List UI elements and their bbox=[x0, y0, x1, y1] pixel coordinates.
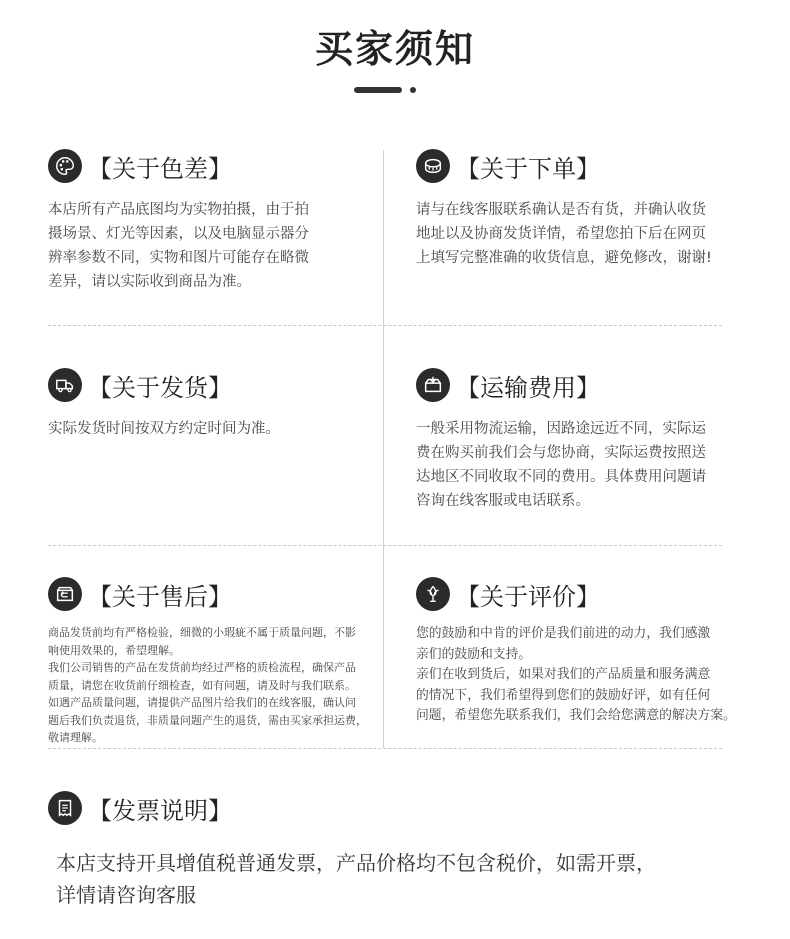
section-body: 请与在线客服联系确认是否有货，并确认收货 地址以及协商发货详情，希望您拍下后在网页 上填写完整准确的收货信息，避免修改，谢谢! bbox=[416, 202, 712, 266]
row-divider-2 bbox=[48, 545, 722, 546]
section-body: 一般采用物流运输，因路途远近不同，实际运 费在购买前我们会与您协商，实际运费按照送 达地区不同收取不同的费用。具体费用问题请 咨询在线客服或电话联系。 bbox=[416, 421, 706, 509]
title-underline bbox=[354, 87, 402, 93]
row-divider-3 bbox=[48, 748, 722, 749]
invoice-body: 本店支持开具增值税普通发票，产品价格均不包含税价，如需开票， 详情请咨询客服 bbox=[56, 851, 656, 907]
tape-measure-icon bbox=[416, 149, 450, 183]
section-title: 【关于色差】 bbox=[88, 154, 232, 183]
flower-icon bbox=[416, 577, 450, 611]
section-body: 商品发货前均有严格检验，细微的小瑕疵不属于质量问题，不影 响使用效果的，希望理解。 我们公司销售的产品在发货前均经过严格的质检流程，确保产品 质量，请您在收货前仔细检查，如有问题，请及时与我们联系。 如遇产品质量问题，请提供产品图片给我们的在线客服，确认问 题后我们负责退货，非质量问题产生的退货，需由买家承担运费， 敬请理解。 bbox=[48, 626, 367, 744]
section-title: 【发票说明】 bbox=[88, 796, 232, 825]
section-invoice bbox=[48, 790, 548, 826]
section-body: 您的鼓励和中肯的评价是我们前进的动力，我们感激 亲们的鼓励和支持。 亲们在收到货后，如果对我们的产品质量和服务满意 的情况下，我们希望得到您们的鼓励好评，如有任何 问题，希望您先联系我们，我们会给您满意的解决方案。 bbox=[416, 626, 736, 723]
column-divider bbox=[383, 150, 384, 748]
section-freight bbox=[416, 367, 756, 513]
section-body: 本店所有产品底图均为实物拍摄，由于拍 摄场景、灯光等因素，以及电脑显示器分 辨率参数不同，实物和图片可能存在略微 差异，请以实际收到商品为准。 bbox=[48, 202, 309, 290]
title-dot bbox=[410, 87, 416, 93]
section-title: 【关于评价】 bbox=[456, 582, 600, 611]
section-body: 实际发货时间按双方约定时间为准。 bbox=[48, 421, 280, 437]
section-shipping bbox=[48, 367, 378, 441]
section-color-difference bbox=[48, 148, 378, 294]
section-title: 【关于下单】 bbox=[456, 154, 600, 183]
box-icon bbox=[416, 368, 450, 402]
page-title: 买家须知 bbox=[314, 27, 475, 71]
section-ordering bbox=[416, 148, 756, 270]
receipt-icon bbox=[48, 791, 82, 825]
return-icon bbox=[48, 577, 82, 611]
section-title: 【运输费用】 bbox=[456, 373, 600, 402]
section-title: 【关于售后】 bbox=[88, 582, 232, 611]
section-after-sales bbox=[48, 576, 383, 747]
section-review bbox=[416, 576, 756, 727]
section-title: 【关于发货】 bbox=[88, 373, 232, 402]
palette-icon bbox=[48, 149, 82, 183]
row-divider-1 bbox=[48, 325, 722, 326]
truck-icon bbox=[48, 368, 82, 402]
